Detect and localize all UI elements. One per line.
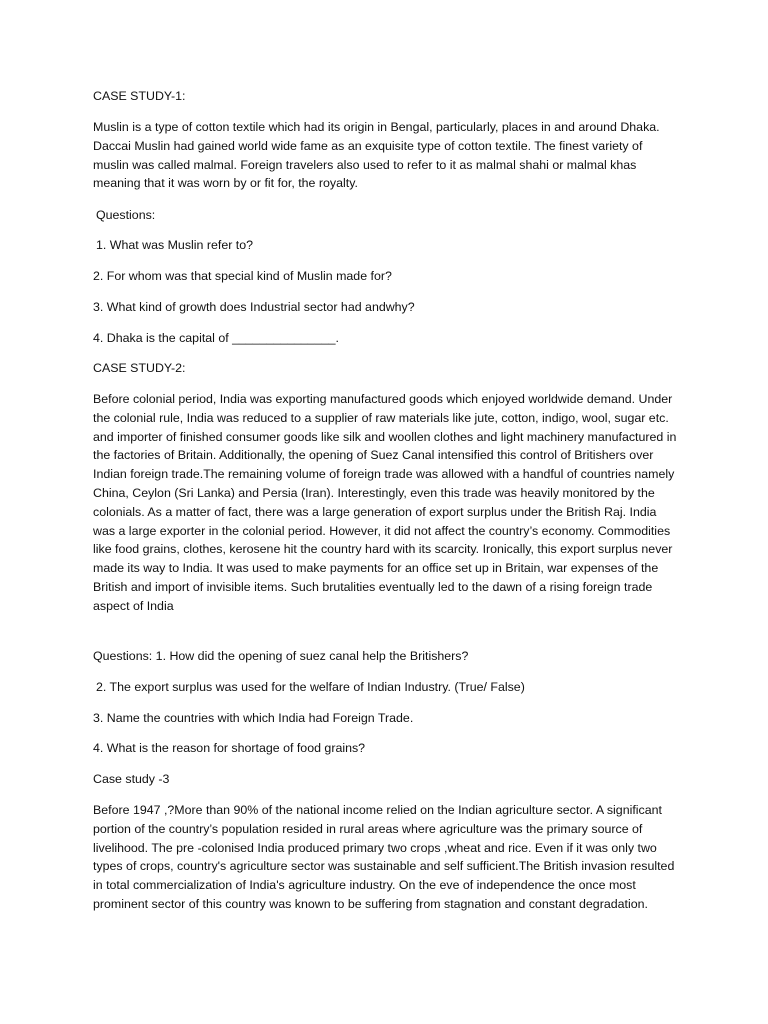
case-study-2-passage: Before colonial period, India was exporting manufactured goods which enjoyed worldwide demand. Under the colonial rule, India was reduced to a supplier of raw materials like jute, cotton, indigo, wool, sugar etc. and importer of finished consumer goods like silk and woollen clothes and light machinery manufactured in the factories of Britain. Additionally, the opening of Suez Canal intensified this control of Britishers over Indian foreign trade.The remaining volume of foreign trade was allowed with a handful of countries namely China, Ceylon (Sri Lanka) and Persia (Iran). Interestingly, even this trade was heavily monitored by the colonials. As a matter of fact, there was a large generation of export surplus under the British Raj. India was a large exporter in the colonial period. However, it did not affect the country’s economy. Commodities like food grains, clothes, kerosene hit the country hard with its scarcity. Ironically, this export surplus never made its way to India. It was used to make payments for an office set up in Britain, war expenses of the British and import of invisible items. Such brutalities eventually led to the dawn of a rising foreign trade aspect of India (93, 392, 677, 613)
case-study-1-heading: CASE STUDY-1: (93, 89, 186, 103)
case-study-1-question-1: 1. What was Muslin refer to? (96, 238, 254, 252)
case-study-3-heading: Case study -3 (93, 772, 170, 786)
case-study-1-question-2: 2. For whom was that special kind of Muslin made for? (93, 269, 392, 283)
case-study-1-question-4: 4. Dhaka is the capital of _______________. (93, 331, 339, 345)
case-study-2-question-1: Questions: 1. How did the opening of suez canal help the Britishers? (93, 649, 469, 663)
case-study-1-questions-label: Questions: (96, 208, 156, 222)
case-study-2-question-4: 4. What is the reason for shortage of food grains? (93, 741, 366, 755)
case-study-2-question-2: 2. The export surplus was used for the welfare of Indian Industry. (True/ False) (96, 680, 525, 694)
case-study-2-question-3: 3. Name the countries with which India had Foreign Trade. (93, 711, 414, 725)
case-study-3-passage: Before 1947 ,?More than 90% of the national income relied on the Indian agriculture sector. A significant portion of the country’s population resided in rural areas where agriculture was the primary source of livelihood. The pre -colonised India produced primary two crops ,wheat and rice. Even if it was only two types of crops, country's agriculture sector was sustainable and self sufficient.The British invasion resulted in total commercialization of India's agriculture industry. On the eve of independence the once most prominent sector of this country was known to be suffering from stagnation and constant degradation. (93, 803, 675, 911)
case-study-1-question-3: 3. What kind of growth does Industrial sector had andwhy? (93, 300, 415, 314)
case-study-2-heading: CASE STUDY-2: (93, 361, 186, 375)
case-study-1-passage: Muslin is a type of cotton textile which had its origin in Bengal, particularly, places in and around Dhaka. Daccai Muslin had gained world wide fame as an exquisite type of cotton textile. The finest variety of muslin was called malmal. Foreign travelers also used to refer to it as malmal shahi or malmal khas meaning that it was worn by or fit for, the royalty. (93, 120, 660, 191)
